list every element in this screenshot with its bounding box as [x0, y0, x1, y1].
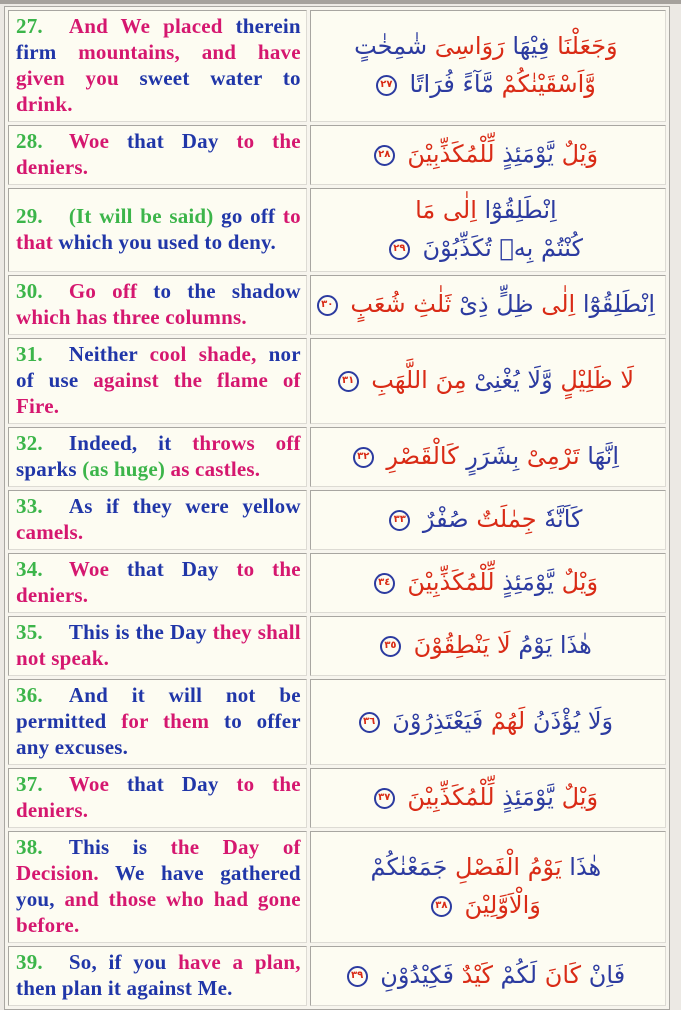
english-segment: Indeed, it	[68, 431, 172, 455]
english-segment: for them	[121, 709, 210, 733]
ayah-end-marker: ٣٢	[353, 447, 374, 468]
english-segment: have a plan,	[178, 950, 301, 974]
arabic-segment: اِلٰى	[541, 290, 576, 318]
arabic-segment: وَجَعَلْنَا	[557, 32, 618, 60]
english-segment: (It will be said)	[68, 204, 214, 228]
arabic-segment: يَّوْمَئِذٍ	[502, 783, 554, 811]
english-segment: As if they were yellow	[68, 494, 301, 518]
english-segment: therein firm	[16, 14, 301, 64]
arabic-segment: فَاِنْ	[588, 961, 626, 989]
english-segment: to that	[16, 204, 301, 254]
verse-row	[8, 10, 666, 122]
arabic-segment: فَيَعْتَذِرُوْنَ	[392, 707, 484, 735]
verse-row	[8, 553, 666, 613]
english-segment: And We placed	[68, 14, 223, 38]
english-segment: the Day of Decision.	[16, 835, 301, 885]
arabic-segment: هٰذَا يَوْمُ	[518, 631, 592, 659]
english-segment: And it will not be permitted	[16, 683, 301, 733]
arabic-segment: شُعَبٍ	[350, 290, 406, 318]
verse-row	[8, 188, 666, 272]
arabic-text-cell	[310, 768, 666, 828]
english-segment: Neither	[68, 342, 138, 366]
arabic-segment: مَّآءً	[462, 70, 494, 98]
arabic-text-cell	[310, 427, 666, 487]
english-translation-cell	[8, 553, 307, 613]
english-segment: sweet water to	[139, 66, 301, 90]
english-translation-cell	[8, 679, 307, 765]
arabic-segment: تَرْمِىْ	[526, 442, 580, 470]
ayah-end-marker: ٣٨	[431, 896, 452, 917]
arabic-segment: وَّاَسْقَيْنٰكُمْ	[501, 70, 596, 98]
english-segment: they shall not speak.	[16, 620, 301, 670]
arabic-segment: مَا	[415, 196, 436, 224]
ayah-end-marker: ٢٩	[389, 239, 410, 260]
quran-translation-page	[4, 6, 676, 1010]
arabic-line	[317, 886, 655, 924]
arabic-segment: اِنَّهَا	[587, 442, 619, 470]
english-segment: Woe	[68, 557, 110, 581]
arabic-line	[317, 778, 655, 816]
arabic-text-cell	[310, 10, 666, 122]
verse-number: 38.	[16, 835, 43, 859]
english-segment: Go off	[68, 279, 138, 303]
arabic-line	[317, 135, 655, 173]
ayah-end-marker: ٣٥	[380, 636, 401, 657]
arabic-line	[317, 563, 655, 601]
verse-number: 28.	[16, 129, 43, 153]
arabic-line	[317, 702, 655, 740]
english-translation-cell	[8, 831, 307, 943]
english-segment: to the deniers.	[16, 129, 301, 179]
arabic-text-cell	[310, 338, 666, 424]
arabic-segment: اِنْطَلِقُوْٓا	[582, 290, 655, 318]
arabic-text-cell	[310, 616, 666, 676]
english-segment: to the deniers.	[16, 557, 301, 607]
ayah-end-marker: ٢٧	[376, 75, 397, 96]
arabic-segment: لَا يَنْطِقُوْنَ	[413, 631, 511, 659]
arabic-segment: فُرَاتًا	[409, 70, 455, 98]
arabic-text-cell	[310, 188, 666, 272]
arabic-text-cell	[310, 831, 666, 943]
english-translation-cell	[8, 188, 307, 272]
english-segment: We have gathered you,	[16, 861, 301, 911]
arabic-line	[317, 500, 655, 538]
arabic-line	[317, 848, 655, 886]
arabic-segment: كَيْدٌ	[461, 961, 493, 989]
arabic-segment: لِّلْمُكَذِّبِيْنَ	[407, 568, 495, 596]
arabic-segment: فِيْهَا	[512, 32, 550, 60]
verse-number: 27.	[16, 14, 43, 38]
arabic-segment: وَيْلٌ	[561, 140, 599, 168]
verse-row	[8, 616, 666, 676]
arabic-line	[317, 191, 655, 229]
arabic-segment: فَكِيْدُوْنِ	[380, 961, 454, 989]
english-segment: This is the Day	[68, 620, 207, 644]
english-segment: and those who had gone before.	[16, 887, 301, 937]
arabic-text-cell	[310, 490, 666, 550]
arabic-segment: تُكَذِّبُوْنَ	[422, 234, 492, 262]
verse-number: 39.	[16, 950, 43, 974]
ayah-end-marker: ٢٨	[374, 145, 395, 166]
ayah-end-marker: ٣٩	[347, 966, 368, 987]
arabic-segment: ثَلٰثِ	[413, 290, 452, 318]
verse-number: 29.	[16, 204, 43, 228]
verse-table	[4, 6, 670, 1010]
arabic-segment: وَّلَا يُغْنِىْ	[474, 366, 553, 394]
arabic-segment: وَالْاَوَّلِيْنَ	[464, 891, 541, 919]
verse-row	[8, 490, 666, 550]
english-segment: Woe	[68, 772, 110, 796]
verse-number: 31.	[16, 342, 43, 366]
ayah-end-marker: ٣٤	[374, 573, 395, 594]
arabic-segment: لِّلْمُكَذِّبِيْنَ	[407, 140, 495, 168]
english-translation-cell	[8, 275, 307, 335]
english-translation-cell	[8, 125, 307, 185]
arabic-segment: بِهٖ	[499, 234, 534, 262]
english-segment: which has three columns.	[16, 305, 247, 329]
verse-number: 33.	[16, 494, 43, 518]
verse-row	[8, 768, 666, 828]
arabic-segment: اِلٰى	[442, 196, 477, 224]
verse-row	[8, 275, 666, 335]
arabic-segment: لِّلْمُكَذِّبِيْنَ	[407, 783, 495, 811]
english-segment: that Day	[126, 557, 219, 581]
verse-number: 32.	[16, 431, 43, 455]
english-segment: So, if you	[68, 950, 167, 974]
arabic-segment: يَوْمُ الْفَصْلِ	[454, 853, 562, 881]
verse-number: 35.	[16, 620, 43, 644]
arabic-segment: جَمَعْنٰكُمْ	[370, 853, 448, 881]
english-segment: to the deniers.	[16, 772, 301, 822]
page-top-border	[0, 0, 681, 4]
english-segment: to offer any excuses.	[16, 709, 301, 759]
arabic-segment: وَلَا يُؤْذَنُ	[532, 707, 614, 735]
arabic-segment: لَكُمْ	[500, 961, 538, 989]
arabic-segment: كَاَنَّهٗ	[544, 505, 583, 533]
arabic-segment: مِنَ اللَّهَبِ	[371, 366, 467, 394]
english-translation-cell	[8, 338, 307, 424]
ayah-end-marker: ٣١	[338, 371, 359, 392]
arabic-line	[317, 626, 655, 664]
english-segment: as castles.	[170, 457, 261, 481]
verse-row	[8, 125, 666, 185]
arabic-line	[317, 285, 655, 323]
arabic-segment: ذِىْ	[459, 290, 489, 318]
ayah-end-marker: ٣٠	[317, 295, 338, 316]
arabic-segment: ظِلٍّ	[496, 290, 534, 318]
english-segment: that Day	[126, 129, 219, 153]
arabic-segment: جِمٰلَتٌ	[476, 505, 537, 533]
english-segment: (as huge)	[82, 457, 166, 481]
verse-row	[8, 427, 666, 487]
arabic-segment: بِشَرَرٍ	[466, 442, 520, 470]
arabic-segment: كَالْقَصْرِ	[386, 442, 459, 470]
arabic-segment: لَا ظَلِيْلٍ	[560, 366, 635, 394]
verse-number: 34.	[16, 557, 43, 581]
arabic-line	[317, 437, 655, 475]
verse-number: 36.	[16, 683, 43, 707]
verse-number: 37.	[16, 772, 43, 796]
arabic-segment: هٰذَا	[569, 853, 602, 881]
arabic-segment: اِنْطَلِقُوْٓا	[484, 196, 557, 224]
arabic-segment: شٰمِخٰتٍ	[354, 32, 428, 60]
verse-rows	[8, 10, 666, 1006]
ayah-end-marker: ٣٦	[359, 712, 380, 733]
english-segment: against the flame of Fire.	[16, 368, 301, 418]
arabic-segment: رَوَاسِىَ	[434, 32, 505, 60]
english-segment: then plan it against Me.	[16, 976, 233, 1000]
english-segment: mountains, and have given you	[16, 40, 301, 90]
arabic-text-cell	[310, 553, 666, 613]
arabic-segment: صُفْرٌ	[422, 505, 469, 533]
english-translation-cell	[8, 427, 307, 487]
english-segment: cool shade,	[149, 342, 257, 366]
english-segment: drink.	[16, 92, 73, 116]
verse-number: 30.	[16, 279, 43, 303]
arabic-segment: كَانَ	[544, 961, 582, 989]
arabic-segment: كُنْتُمْ	[540, 234, 583, 262]
english-translation-cell	[8, 490, 307, 550]
english-segment: that Day	[126, 772, 219, 796]
ayah-end-marker: ٣٧	[374, 788, 395, 809]
arabic-line	[317, 65, 655, 103]
arabic-line	[317, 27, 655, 65]
english-segment: throws off	[192, 431, 301, 455]
english-segment: Woe	[68, 129, 110, 153]
arabic-line	[317, 229, 655, 267]
english-segment: which you used to deny.	[58, 230, 276, 254]
verse-row	[8, 831, 666, 943]
verse-row	[8, 338, 666, 424]
english-segment: camels.	[16, 520, 84, 544]
english-translation-cell	[8, 946, 307, 1006]
arabic-segment: يَّوْمَئِذٍ	[502, 140, 554, 168]
english-translation-cell	[8, 768, 307, 828]
english-segment: sparks	[16, 457, 77, 481]
english-segment: nor of use	[16, 342, 301, 392]
arabic-text-cell	[310, 679, 666, 765]
english-segment: to the shadow	[153, 279, 301, 303]
english-translation-cell	[8, 10, 307, 122]
ayah-end-marker: ٣٣	[389, 510, 410, 531]
arabic-text-cell	[310, 946, 666, 1006]
english-segment: This is	[68, 835, 148, 859]
verse-row	[8, 946, 666, 1006]
arabic-segment: لَهُمْ	[490, 707, 526, 735]
english-segment: go off	[221, 204, 276, 228]
verse-row	[8, 679, 666, 765]
arabic-segment: وَيْلٌ	[561, 783, 599, 811]
arabic-line	[317, 956, 655, 994]
english-translation-cell	[8, 616, 307, 676]
arabic-line	[317, 361, 655, 399]
arabic-segment: يَّوْمَئِذٍ	[502, 568, 554, 596]
arabic-text-cell	[310, 125, 666, 185]
arabic-segment: وَيْلٌ	[561, 568, 599, 596]
arabic-text-cell	[310, 275, 666, 335]
